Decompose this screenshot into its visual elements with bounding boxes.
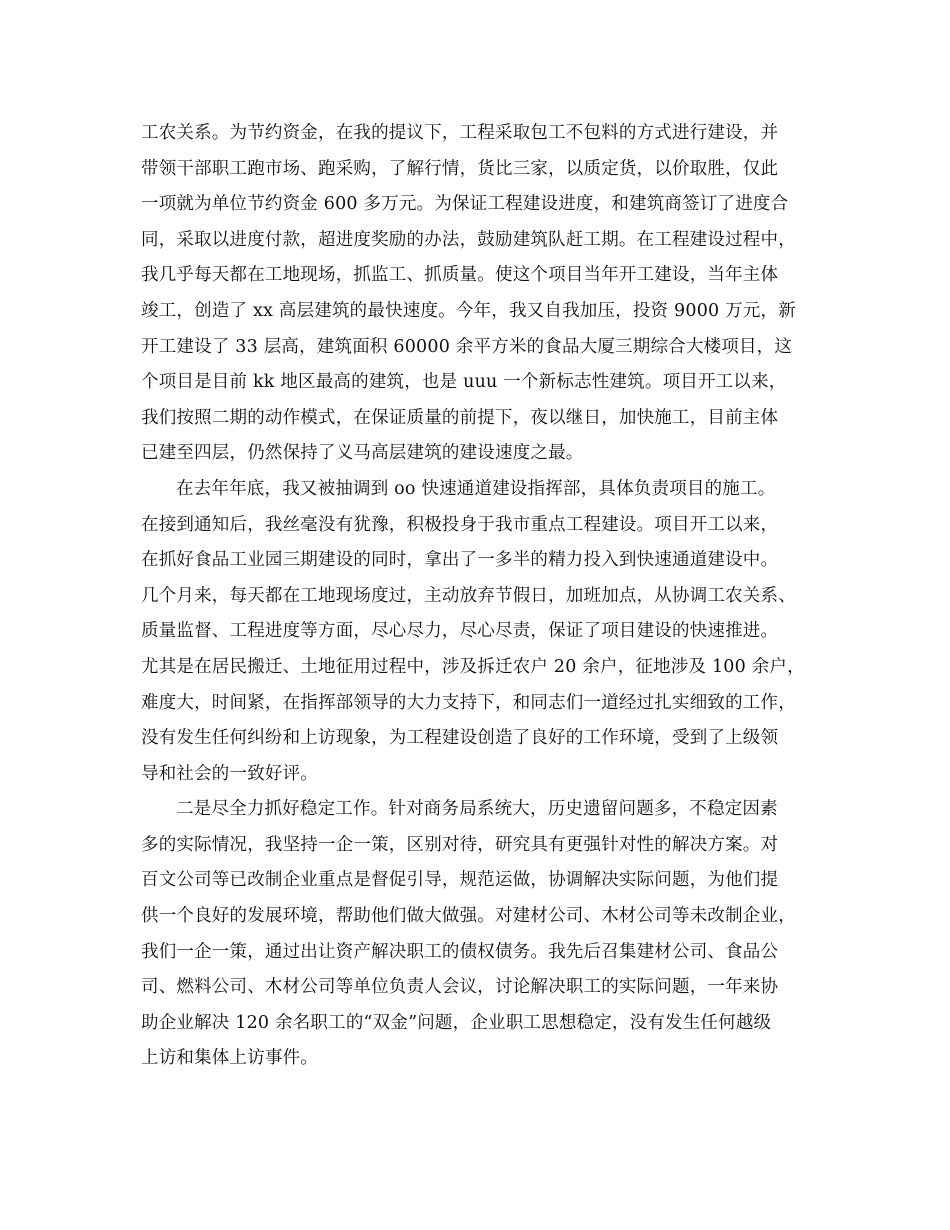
paragraph-first-line: 在去年年底，我又被抽调到 oo 快速通道建设指挥部，具体负责项目的施工。 <box>176 478 776 499</box>
paragraph-line: 司、燃料公司、木材公司等单位负责人会议，讨论解决职工的实际问题，一年来协 <box>141 977 779 998</box>
paragraph-line: 百文公司等已改制企业重点是督促引导，规范运做，协调解决实际问题，为他们提 <box>141 870 779 891</box>
paragraph-line: 在接到通知后，我丝毫没有犹豫，积极投身于我市重点工程建设。项目开工以来， <box>141 514 779 535</box>
paragraph-line: 我几乎每天都在工地现场，抓监工、抓质量。使这个项目当年开工建设，当年主体 <box>141 265 779 286</box>
paragraph-line: 我们按照二期的动作模式，在保证质量的前提下，夜以继日，加快施工，目前主体 <box>141 407 779 428</box>
paragraph-line: 质量监督、工程进度等方面，尽心尽力，尽心尽责，保证了项目建设的快速推进。 <box>141 621 779 642</box>
paragraph-line: 导和社会的一致好评。 <box>141 763 318 784</box>
paragraph-1 <box>141 116 821 472</box>
paragraph-line: 个项目是目前 kk 地区最高的建筑，也是 uuu 一个新标志性建筑。项目开工以来， <box>141 372 787 393</box>
document-body <box>141 116 821 1077</box>
paragraph-3 <box>141 792 821 1077</box>
paragraph-line: 一项就为单位节约资金 600 多万元。为保证工程建设进度，和建筑商签订了进度合 <box>141 194 789 215</box>
paragraph-first-line: 二是尽全力抓好稳定工作。针对商务局系统大，历史遗留问题多，不稳定因素 <box>176 799 778 820</box>
paragraph-line: 上访和集体上访事件。 <box>141 1048 318 1069</box>
paragraph-line: 工农关系。为节约资金，在我的提议下，工程采取包工不包料的方式进行建设，并 <box>141 123 779 143</box>
paragraph-line: 供一个良好的发展环境，帮助他们做大做强。对建材公司、木材公司等未改制企业， <box>141 906 796 927</box>
paragraph-line: 带领干部职工跑市场、跑采购，了解行情，货比三家，以质定货，以价取胜，仅此 <box>141 158 779 179</box>
paragraph-line: 竣工，创造了 xx 高层建筑的最快速度。今年，我又自我加压，投资 9000 万元，新 <box>141 300 796 321</box>
paragraph-line: 同，采取以进度付款，超进度奖励的办法，鼓励建筑队赶工期。在工程建设过程中， <box>141 229 796 250</box>
paragraph-line: 几个月来，每天都在工地现场度过，主动放弃节假日，加班加点，从协调工农关系、 <box>141 585 796 606</box>
paragraph-line: 多的实际情况，我坚持一企一策，区别对待，研究具有更强针对性的解决方案。对 <box>141 834 779 855</box>
paragraph-line: 尤其是在居民搬迁、土地征用过程中，涉及拆迁农户 20 余户，征地涉及 100 余户， <box>141 656 805 677</box>
paragraph-line: 开工建设了 33 层高，建筑面积 60000 余平方米的食品大厦三期综合大楼项目，这 <box>141 336 793 357</box>
paragraph-line: 助企业解决 120 余名职工的“双金”问题，企业职工思想稳定，没有发生任何越级 <box>141 1012 772 1033</box>
paragraph-line: 在抓好食品工业园三期建设的同时，拿出了一多半的精力投入到快速通道建设中。 <box>141 550 779 571</box>
paragraph-line: 我们一企一策，通过出让资产解决职工的债权债务。我先后召集建材公司、食品公 <box>141 941 779 962</box>
paragraph-line: 已建至四层，仍然保持了义马高层建筑的建设速度之最。 <box>141 443 584 464</box>
paragraph-2 <box>141 472 821 792</box>
paragraph-line: 难度大，时间紧，在指挥部领导的大力支持下，和同志们一道经过扎实细致的工作， <box>141 692 796 713</box>
paragraph-line: 没有发生任何纠纷和上访现象，为工程建设创造了良好的工作环境，受到了上级领 <box>141 728 779 749</box>
